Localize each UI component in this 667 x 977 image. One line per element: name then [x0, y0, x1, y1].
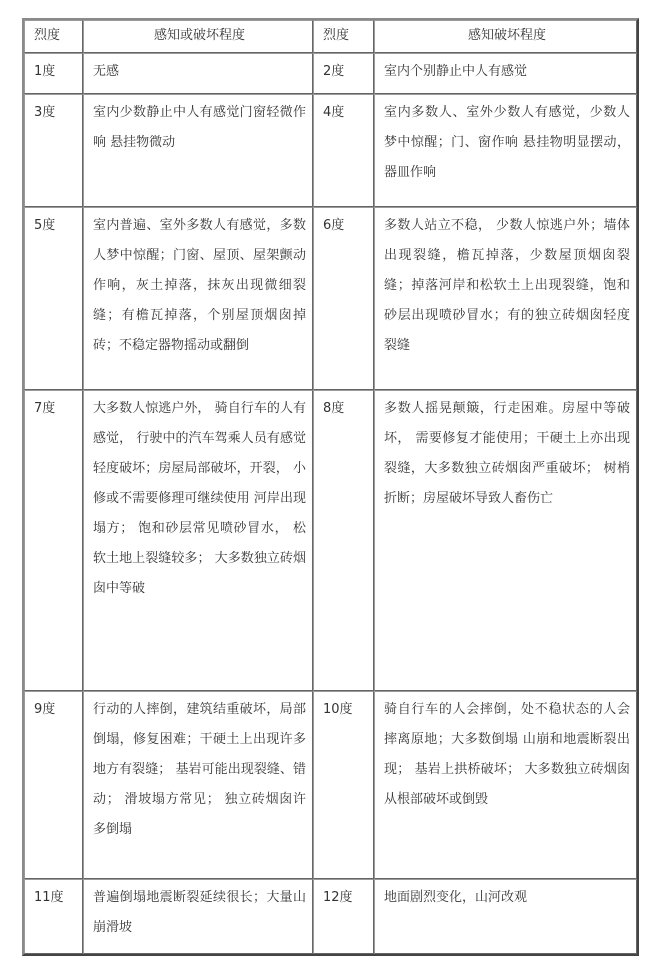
intensity-cell: 5度 [24, 207, 83, 390]
description-cell: 骑自行车的人会摔倒，处不稳状态的人会摔离原地；大多数倒塌 山崩和地震断裂出现； 基岩上拱桥破坏； 大多数独立砖烟囱从根部破坏或倒毁 [374, 691, 637, 879]
intensity-cell: 10度 [313, 691, 374, 879]
intensity-cell: 11度 [24, 879, 83, 954]
description-cell: 多数人摇晃颠簸，行走困难。房屋中等破坏， 需要修复才能使用；干硬土上亦出现裂缝，大多数独立砖烟囱严重破坏； 树梢折断；房屋破坏导致人畜伤亡 [374, 390, 637, 691]
table-row [24, 390, 637, 691]
intensity-cell: 12度 [313, 879, 374, 954]
description-cell: 室内多数人、室外少数人有感觉，少数人梦中惊醒；门、窗作响 悬挂物明显摆动，器皿作响 [374, 94, 637, 207]
intensity-cell: 1度 [24, 53, 83, 94]
header-perception-left: 感知或破坏程度 [83, 20, 313, 53]
header-perception-right: 感知破坏程度 [374, 20, 637, 53]
table-row [24, 879, 637, 954]
description-cell: 地面剧烈变化，山河改观 [374, 879, 637, 954]
description-cell: 室内个别静止中人有感觉 [374, 53, 637, 94]
intensity-cell: 9度 [24, 691, 83, 879]
table-row [24, 53, 637, 94]
table-header-row [24, 20, 637, 53]
description-cell: 无感 [83, 53, 313, 94]
description-cell: 室内普遍、室外多数人有感觉，多数人梦中惊醒；门窗、屋顶、屋架颤动作响，灰土掉落，抹灰出现微细裂缝；有檐瓦掉落，个别屋顶烟囱掉砖；不稳定器物摇动或翻倒 [83, 207, 313, 390]
intensity-cell: 6度 [313, 207, 374, 390]
seismic-intensity-table [22, 18, 639, 956]
intensity-cell: 2度 [313, 53, 374, 94]
table-row [24, 94, 637, 207]
table-row [24, 207, 637, 390]
table-row [24, 691, 637, 879]
intensity-cell: 4度 [313, 94, 374, 207]
intensity-cell: 8度 [313, 390, 374, 691]
description-cell: 大多数人惊逃户外， 骑自行车的人有感觉， 行驶中的汽车驾乘人员有感觉 轻度破坏；房屋局部破坏，开裂， 小修或不需要修理可继续使用 河岸出现塌方； 饱和砂层常见喷砂冒水， 松软土地上裂缝较多； 大多数独立砖烟囱中等破 [83, 390, 313, 691]
header-intensity-right: 烈度 [313, 20, 374, 53]
header-intensity-left: 烈度 [24, 20, 83, 53]
description-cell: 室内少数静止中人有感觉门窗轻微作响 悬挂物微动 [83, 94, 313, 207]
description-cell: 普遍倒塌地震断裂延续很长；大量山崩滑坡 [83, 879, 313, 954]
description-cell: 行动的人摔倒，建筑结重破坏，局部倒塌，修复困难；干硬土上出现许多地方有裂缝； 基岩可能出现裂缝、错动； 滑坡塌方常见； 独立砖烟囱许多倒塌 [83, 691, 313, 879]
intensity-cell: 3度 [24, 94, 83, 207]
description-cell: 多数人站立不稳， 少数人惊逃户外；墙体出现裂缝，檐瓦掉落，少数屋顶烟囱裂缝；掉落河岸和松软土上出现裂缝，饱和砂层出现喷砂冒水；有的独立砖烟囱轻度裂缝 [374, 207, 637, 390]
intensity-cell: 7度 [24, 390, 83, 691]
